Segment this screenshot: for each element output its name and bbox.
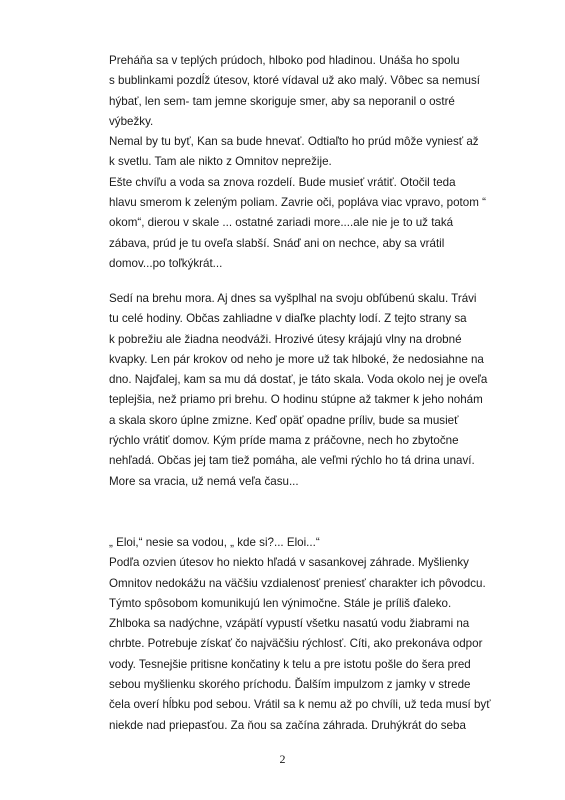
text-line: Sedí na brehu mora. Aj dnes sa vyšplhal na svoju obľúbenú skalu. Trávi [109,292,477,305]
text-line: k pobrežiu ale žiadna neodváži. Hrozivé útesy krájajú vlny na drobné [109,332,462,346]
text-line: hlavu smerom k zeleným poliam. Zavrie oči, popláva viac vpravo, potom “ [109,196,486,210]
text-line: Týmto spôsobom komunikujú len výnimočne. Stále je príliš ďaleko. [109,596,452,610]
text-line: s bublinkami pozdĺž útesov, ktoré vídaval už ako malý. Vôbec sa nemusí [109,74,480,88]
text-line: sebou myšlienku skorého príchodu. Ďalším impulzom z jamky v strede [109,678,471,692]
page-number: 2 [279,752,286,766]
text-line: vody. Tesnejšie pritisne končatiny k telu a pre istotu pošle do šera pred [109,657,471,671]
text-line: „ Eloi,“ nesie sa vodou, „ kde si?... Eloi...“ [109,536,320,549]
text-line: nehľadá. Občas jej tam tiež pomáha, ale veľmi rýchlo ho tá drina unaví. [109,454,475,468]
text-line: Ešte chvíľu a voda sa znova rozdelí. Bude musieť vrátiť. Otočil teda [109,175,456,189]
text-line: hýbať, len sem- tam jemne skoriguje smer, aby sa neporanil o ostré [109,94,455,108]
text-line: okom“, dierou v skale ... ostatné zariadi more....ale nie je to už taká [109,216,454,230]
text-line: Nemal by tu byť, Kan sa bude hnevať. Odtiaľto ho prúd môže vyniesť až [109,135,479,149]
paragraph-1 [109,51,489,274]
text-line: a skala skoro úplne zmizne. Keď opäť opadne príliv, bude sa musieť [109,413,459,427]
text-line: čela overí hĺbku pod sebou. Vrátil sa k nemu až po chvíli, už teda musí byť [109,698,491,712]
text-line: Zhlboka sa nadýchne, vzápätí vypustí všetku nasatú vodu žiabrami na [109,617,470,631]
text-line: k svetlu. Tam ale nikto z Omnitov neprežije. [109,155,332,169]
text-line: výbežky. [109,114,154,128]
paragraph-2 [109,289,489,492]
text-line: rýchlo vrátiť domov. Kým príde mama z práčovne, nech ho zbytočne [109,434,459,448]
text-line: zábava, prúd je tu oveľa slabší. Snáď ani on nechce, aby sa vrátil [109,236,445,250]
text-line: Podľa ozvien útesov ho niekto hľadá v sasankovej záhrade. Myšlienky [109,556,469,570]
text-line: domov...po toľkýkrát... [109,256,223,270]
text-line: kvapky. Len pár krokov od neho je more už tak hlboké, že nedosiahne na [109,352,484,366]
text-line: teplejšia, než priamo pri brehu. O hodinu stúpne až takmer k jeho nohám [109,393,483,407]
text-line: niekde nad priepasťou. Za ňou sa začína záhrada. Druhýkrát do seba [109,718,466,732]
text-line: tu celé hodiny. Občas zahliadne v diaľke plachty lodí. Z tejto strany sa [109,312,467,326]
text-line: Preháňa sa v teplých prúdoch, hlboko pod hladinou. Unáša ho spolu [109,54,460,67]
text-line: dno. Najďalej, kam sa mu dá dostať, je táto skala. Voda okolo nej je oveľa [109,373,488,387]
text-line: chrbte. Potrebuje získať čo najväčšiu rýchlosť. Cíti, ako prekonáva odpor [109,637,483,651]
text-line: More sa vracia, už nemá veľa času... [109,474,299,488]
text-line: Omnitov nedokážu na väčšiu vzdialenosť preniesť charakter ich pôvodcu. [109,576,486,590]
paragraph-3 [109,533,489,736]
